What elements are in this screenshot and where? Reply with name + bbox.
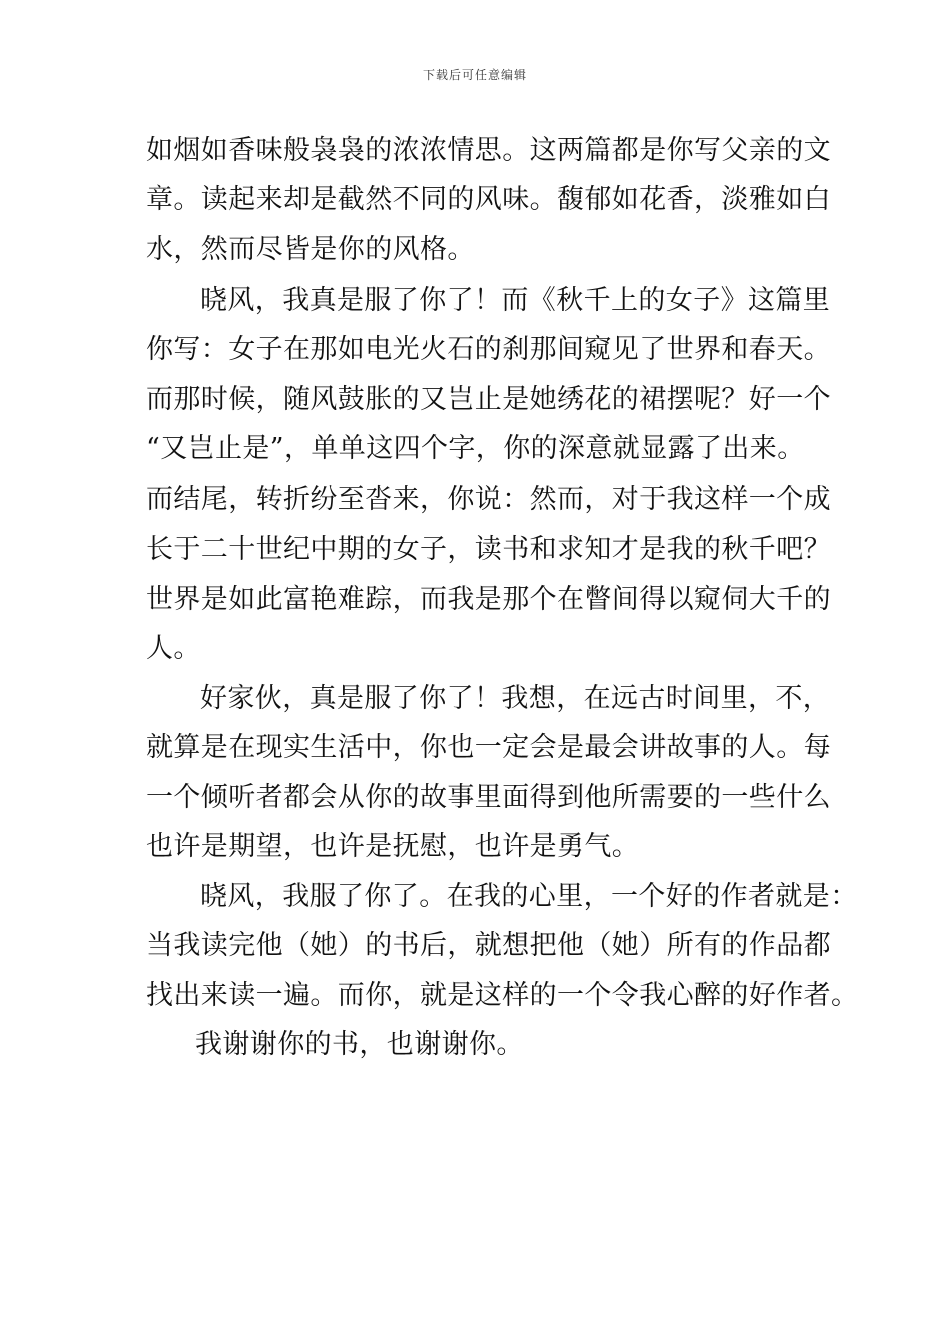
text-line: 人。 bbox=[146, 633, 201, 664]
text-line: 而结尾，转折纷至沓来，你说：然而，对于我这样一个成 bbox=[146, 484, 831, 515]
text-line: 也许是期望，也许是抚慰，也许是勇气。 bbox=[146, 831, 640, 862]
text-line: 如烟如香味般袅袅的浓浓情思。这两篇都是你写父亲的文 bbox=[146, 135, 831, 166]
paragraph-start-line: 我谢谢你的书，也谢谢你。 bbox=[195, 1029, 524, 1060]
paragraph-start-line: 晓风，我服了你了。在我的心里，一个好的作者就是： bbox=[200, 881, 858, 912]
text-line: 长于二十世纪中期的女子，读书和求知才是我的秋千吧？ bbox=[146, 534, 831, 565]
paragraph-start-line: 好家伙，真是服了你了！我想，在远古时间里，不， bbox=[200, 683, 831, 714]
text-line: 水，然而尽皆是你的风格。 bbox=[146, 234, 475, 265]
text-line: 而那时候，随风鼓胀的又岂止是她绣花的裙摆呢？好一个 bbox=[146, 384, 831, 415]
text-line: 找出来读一遍。而你，就是这样的一个令我心醉的好作者。 bbox=[146, 980, 859, 1011]
text-line: 世界是如此富艳难踪，而我是那个在瞥间得以窥伺大千的 bbox=[146, 584, 831, 615]
text-line: 就算是在现实生活中，你也一定会是最会讲故事的人。每 bbox=[146, 732, 831, 763]
paragraph-start-line: 晓风，我真是服了你了！而《秋千上的女子》这篇里 bbox=[200, 285, 831, 316]
text-line: 一个倾听者都会从你的故事里面得到他所需要的一些什么 bbox=[146, 782, 831, 813]
text-line: 章。读起来却是截然不同的风味。馥郁如花香，淡雅如白 bbox=[146, 184, 831, 215]
text-line: 当我读完他（她）的书后，就想把他（她）所有的作品都 bbox=[146, 930, 831, 961]
text-line: 你写：女子在那如电光火石的刹那间窥见了世界和春天。 bbox=[146, 334, 831, 365]
text-line: “又岂止是”，单单这四个字，你的深意就显露了出来。 bbox=[146, 433, 805, 464]
page-header: 下载后可任意编辑 bbox=[422, 68, 527, 82]
